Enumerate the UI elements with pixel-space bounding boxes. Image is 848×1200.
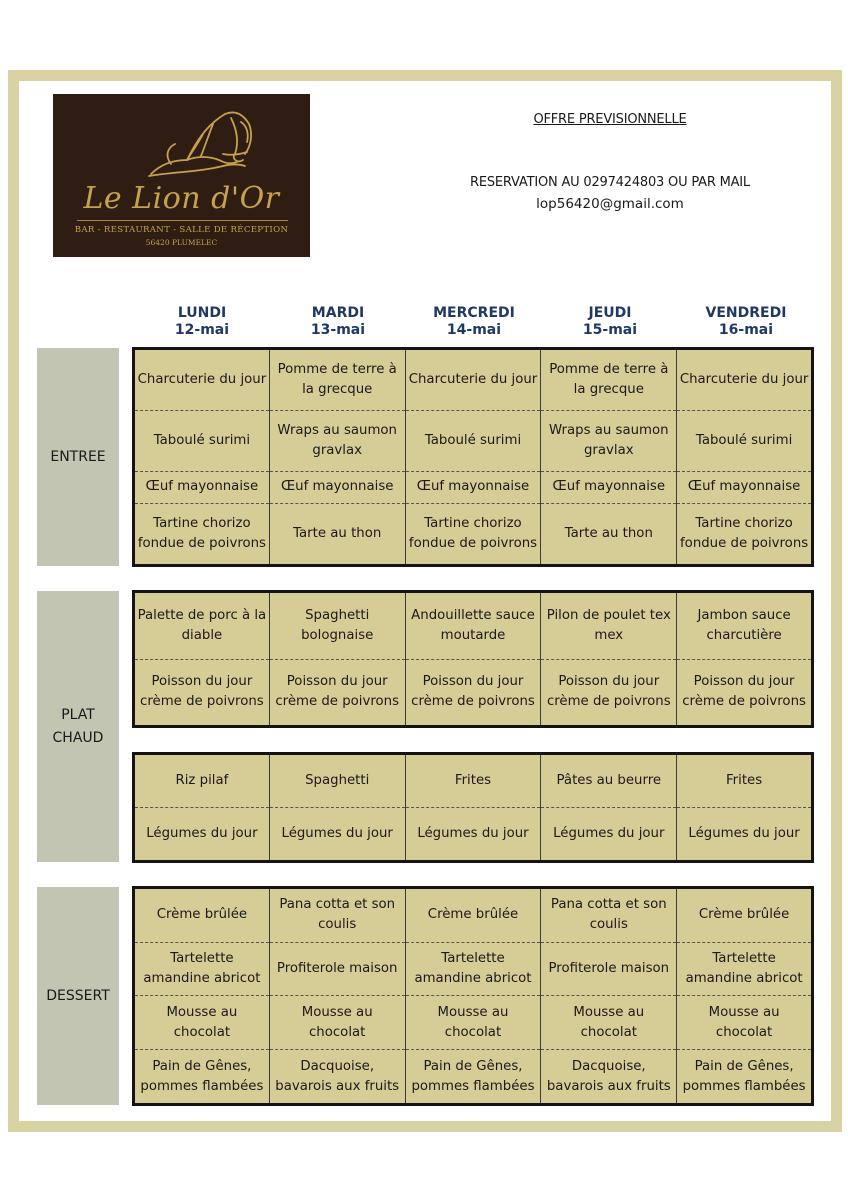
day-date: 16-mai [718, 322, 774, 338]
reservation-text: RESERVATION AU 0297424803 OU PAR MAIL [470, 175, 750, 190]
menu-cell: Taboulé surimi [677, 411, 813, 472]
logo-subtitle: BAR - RESTAURANT - SALLE DE RÉCEPTION [74, 225, 289, 235]
menu-cell: Légumes du jour [134, 808, 270, 862]
menu-cell: Pomme de terre à la grecque [269, 349, 405, 411]
menu-cell: Profiterole maison [269, 942, 405, 996]
table-row [134, 659, 813, 727]
day-date: 14-mai [446, 322, 502, 338]
menu-cell: Dacquoise, bavarois aux fruits [269, 1050, 405, 1105]
table-row [134, 942, 813, 996]
menu-cell: Taboulé surimi [405, 411, 541, 472]
day-header-vendredi [678, 305, 814, 339]
side-dishes-table [132, 752, 814, 863]
menu-cell: Tartine chorizo fondue de poivrons [677, 503, 813, 565]
day-header-mercredi [406, 305, 542, 339]
table-row [134, 349, 813, 411]
menu-cell: Tarte au thon [269, 503, 405, 565]
menu-cell: Crème brûlée [677, 888, 813, 943]
day-date: 13-mai [310, 322, 366, 338]
menu-cell: Œuf mayonnaise [541, 472, 677, 503]
menu-cell: Pomme de terre à la grecque [541, 349, 677, 411]
table-row [134, 411, 813, 472]
day-header-lundi [134, 305, 270, 339]
menu-cell: Pain de Gênes, pommes flambées [677, 1050, 813, 1105]
dessert-table [132, 886, 814, 1106]
menu-cell: Tartelette amandine abricot [677, 942, 813, 996]
menu-cell: Jambon sauce charcutière [677, 592, 813, 660]
menu-cell: Charcuterie du jour [405, 349, 541, 411]
table-row [134, 472, 813, 503]
menu-cell: Palette de porc à la diable [137, 607, 267, 643]
menu-cell: Andouillette sauce moutarde [405, 592, 541, 660]
menu-cell: Pain de Gênes, pommes flambées [134, 1050, 270, 1105]
offer-title: OFFRE PREVISIONNELLE [533, 112, 687, 127]
menu-cell: Légumes du jour [269, 808, 405, 862]
menu-cell: Pilon de poulet tex mex [541, 592, 677, 660]
menu-cell: Tartine chorizo fondue de poivrons [134, 503, 270, 565]
menu-cell: Charcuterie du jour [677, 349, 813, 411]
menu-cell: Crème brûlée [405, 888, 541, 943]
section-label-text: DESSERT [46, 987, 110, 1004]
menu-cell: Crème brûlée [156, 907, 248, 923]
table-row [134, 754, 813, 808]
menu-cell: Poisson du jour crème de poivrons [677, 659, 813, 727]
menu-cell: Mousse au chocolat [405, 996, 541, 1050]
menu-cell: Pana cotta et son coulis [541, 888, 677, 943]
entree-table [132, 347, 814, 567]
logo-divider [77, 220, 288, 221]
table-row [134, 996, 813, 1050]
menu-cell: Pain de Gênes, pommes flambées [405, 1050, 541, 1105]
menu-cell: Dacquoise, bavarois aux fruits [541, 1050, 677, 1105]
day-date: 12-mai [174, 322, 230, 338]
menu-cell: Pana cotta et son coulis [269, 888, 405, 943]
logo-name: Le Lion d'Or [83, 181, 280, 216]
menu-cell: Pâtes au beurre [541, 754, 677, 808]
day-date: 15-mai [582, 322, 638, 338]
menu-cell: Mousse au chocolat [541, 996, 677, 1050]
menu-cell: Œuf mayonnaise [677, 472, 813, 503]
menu-cell: Mousse au chocolat [134, 996, 270, 1050]
menu-cell: Légumes du jour [677, 808, 813, 862]
menu-cell: Wraps au saumon gravlax [541, 411, 677, 472]
day-name: LUNDI [177, 305, 227, 321]
menu-cell: Profiterole maison [541, 942, 677, 996]
menu-cell: Taboulé surimi [134, 411, 270, 472]
section-label-dessert [37, 887, 119, 1105]
menu-cell: Frites [405, 754, 541, 808]
day-name: MARDI [311, 305, 365, 321]
menu-cell: Mousse au chocolat [677, 996, 813, 1050]
table-row [134, 1050, 813, 1105]
menu-cell: Poisson du jour crème de poivrons [134, 659, 270, 727]
logo-city: 56420 PLUMELEC [145, 238, 218, 247]
table-row [134, 808, 813, 862]
menu-cell: Charcuterie du jour [137, 372, 267, 388]
section-label-entree [37, 348, 119, 566]
table-row [134, 503, 813, 565]
menu-cell: Tarte au thon [541, 503, 677, 565]
menu-cell: Tartine chorizo fondue de poivrons [405, 503, 541, 565]
section-label-plat-chaud [37, 591, 119, 862]
menu-cell: Œuf mayonnaise [269, 472, 405, 503]
menu-cell: Frites [677, 754, 813, 808]
menu-cell: Légumes du jour [405, 808, 541, 862]
menu-cell: Poisson du jour crème de poivrons [405, 659, 541, 727]
menu-cell: Tartelette amandine abricot [405, 942, 541, 996]
day-name: VENDREDI [705, 305, 787, 321]
table-row [134, 592, 813, 660]
menu-cell: Spaghetti bolognaise [269, 592, 405, 660]
menu-cell: Mousse au chocolat [269, 996, 405, 1050]
day-name: MERCREDI [433, 305, 515, 321]
section-label-text: ENTREE [50, 448, 106, 465]
menu-cell: Tartelette amandine abricot [134, 942, 270, 996]
email-address: lop56420@gmail.com [536, 196, 684, 212]
menu-cell: Œuf mayonnaise [134, 472, 270, 503]
menu-cell: Spaghetti [269, 754, 405, 808]
day-header-mardi [270, 305, 406, 339]
plat-chaud-table [132, 590, 814, 728]
menu-cell: Poisson du jour crème de poivrons [269, 659, 405, 727]
table-row [134, 888, 813, 943]
day-header-jeudi [542, 305, 678, 339]
menu-cell: Wraps au saumon gravlax [269, 411, 405, 472]
menu-cell: Riz pilaf [175, 773, 229, 788]
day-name: JEUDI [588, 305, 632, 321]
menu-cell: Poisson du jour crème de poivrons [541, 659, 677, 727]
section-label-text: PLAT [61, 706, 95, 723]
menu-cell: Légumes du jour [541, 808, 677, 862]
section-label-text: CHAUD [52, 729, 104, 746]
menu-cell: Œuf mayonnaise [405, 472, 541, 503]
